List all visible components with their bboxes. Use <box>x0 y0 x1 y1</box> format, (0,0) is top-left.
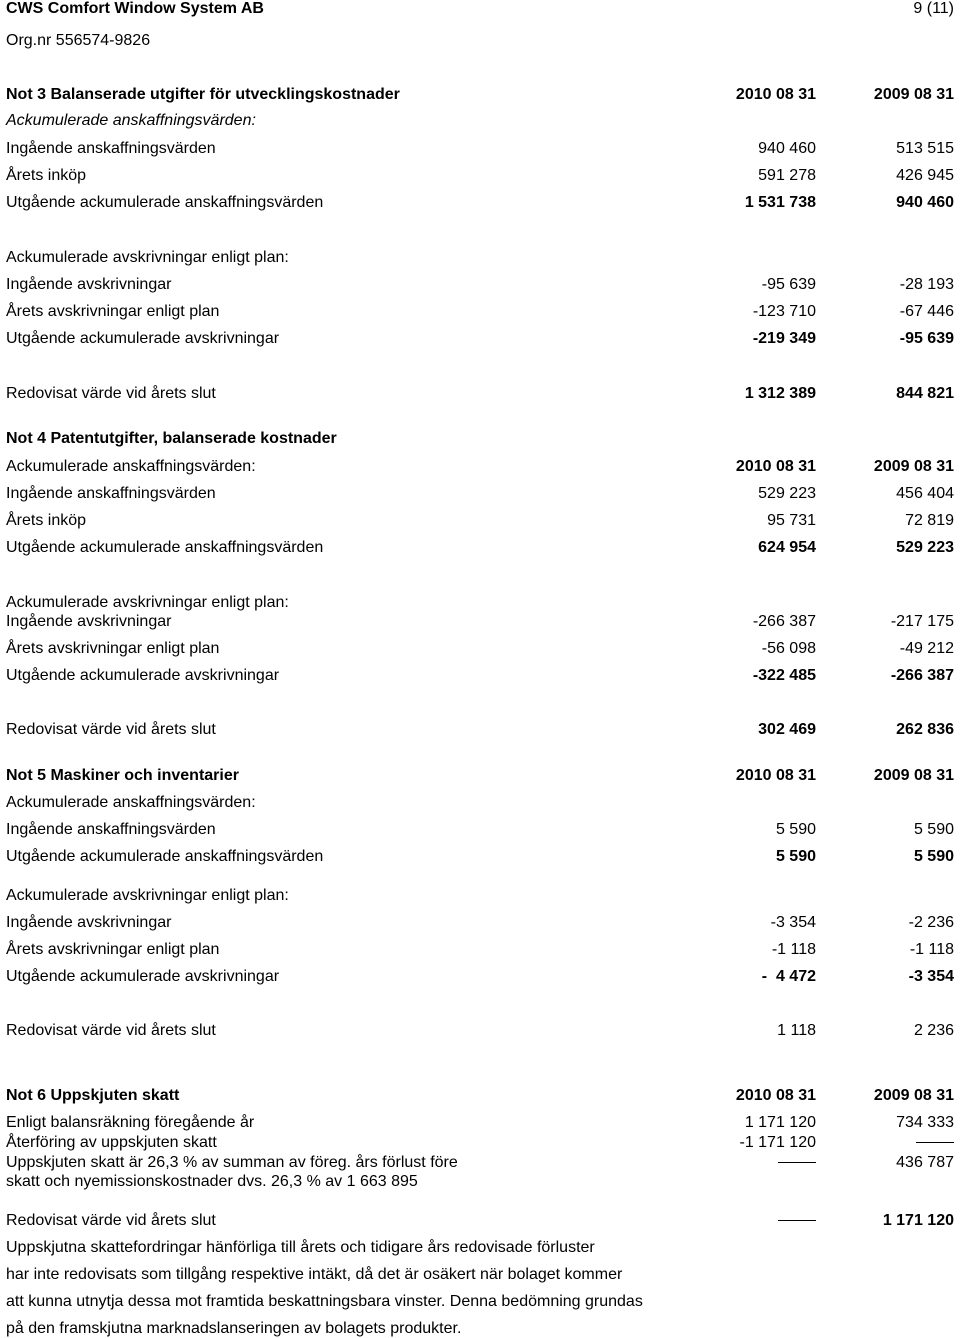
note5-row-v1: 1 118 <box>777 1022 816 1039</box>
note4-col2-header: 2009 08 31 <box>873 458 954 475</box>
note3-row-v1: 591 278 <box>758 167 816 184</box>
note6-row-label: Redovisat värde vid årets slut <box>6 1212 216 1229</box>
note3-row-v2: 940 460 <box>896 194 954 211</box>
note4-row-v1: 302 469 <box>758 721 816 738</box>
note5-row-label: Årets avskrivningar enligt plan <box>6 941 220 958</box>
note3-row-v1: -219 349 <box>752 330 816 347</box>
note4-col1-header: 2010 08 31 <box>735 458 816 475</box>
note6-row-v2: 436 787 <box>896 1154 954 1171</box>
note3-row-label: Ingående anskaffningsvärden <box>6 140 216 157</box>
note6-title: Not 6 Uppskjuten skatt <box>6 1087 180 1104</box>
note3-dep-heading: Ackumulerade avskrivningar enligt plan: <box>6 249 289 266</box>
note6-row-v2: 734 333 <box>896 1114 954 1131</box>
note6-text-line: har inte redovisats som tillgång respektive intäkt, då det är osäkert när bolaget kommer <box>6 1266 623 1283</box>
note3-row-label: Redovisat värde vid årets slut <box>6 385 216 402</box>
note4-row-v2: 529 223 <box>896 539 954 556</box>
note6-col1-header: 2010 08 31 <box>735 1087 816 1104</box>
note5-row-v1: 5 590 <box>775 821 816 838</box>
note4-row-label: Ingående anskaffningsvärden <box>6 485 216 502</box>
note3-row-v1: 940 460 <box>758 140 816 157</box>
note3-row-v1: -95 639 <box>761 276 816 293</box>
note5-row-v2: 5 590 <box>913 848 954 865</box>
note5-row-label: Utgående ackumulerade avskrivningar <box>6 968 280 985</box>
note5-row-label: Ingående avskrivningar <box>6 914 172 931</box>
note3-acq-heading: Ackumulerade anskaffningsvärden: <box>6 112 256 129</box>
note6-row-label: Uppskjuten skatt är 26,3 % av summan av föreg. års förlust före <box>6 1154 458 1171</box>
note5-acq-heading: Ackumulerade anskaffningsvärden: <box>6 794 256 811</box>
note5-row-label: Utgående ackumulerade anskaffningsvärden <box>6 848 324 865</box>
note3-col2-header: 2009 08 31 <box>873 86 954 103</box>
org-number: Org.nr 556574-9826 <box>6 32 151 49</box>
note3-row-v2: 513 515 <box>896 140 954 157</box>
dash-mark <box>916 1134 954 1152</box>
note6-row-label: Enligt balansräkning föregående år <box>6 1114 255 1131</box>
note6-col2-header: 2009 08 31 <box>873 1087 954 1104</box>
note4-row-label: Redovisat värde vid årets slut <box>6 721 216 738</box>
note6-row-v1: 1 171 120 <box>744 1114 816 1131</box>
dash-mark <box>778 1154 816 1172</box>
note5-row-v2: -3 354 <box>908 968 954 985</box>
note6-row-v2: 1 171 120 <box>882 1212 954 1229</box>
note5-row-v1: - 4 472 <box>761 968 816 985</box>
note4-row-v1: 95 731 <box>767 512 816 529</box>
note4-row-label: Årets inköp <box>6 512 87 529</box>
note3-row-label: Utgående ackumulerade avskrivningar <box>6 330 280 347</box>
note3-title: Not 3 Balanserade utgifter för utvecklingskostnader <box>6 86 400 103</box>
note3-row-v2: -28 193 <box>899 276 954 293</box>
note3-row-label: Årets avskrivningar enligt plan <box>6 303 220 320</box>
note4-row-v2: 456 404 <box>896 485 954 502</box>
note6-text-line: att kunna utnytja dessa mot framtida beskattningsbara vinster. Denna bedömning grundas <box>6 1293 643 1310</box>
note5-title: Not 5 Maskiner och inventarier <box>6 767 239 784</box>
note5-row-v2: -1 118 <box>909 941 954 958</box>
note4-acq-heading: Ackumulerade anskaffningsvärden: <box>6 458 256 475</box>
note5-col1-header: 2010 08 31 <box>735 767 816 784</box>
note5-row-v2: 5 590 <box>913 821 954 838</box>
note3-row-label: Utgående ackumulerade anskaffningsvärden <box>6 194 324 211</box>
note3-row-v2: 426 945 <box>896 167 954 184</box>
note5-dep-heading: Ackumulerade avskrivningar enligt plan: <box>6 887 289 904</box>
note4-dep-heading: Ackumulerade avskrivningar enligt plan: <box>6 594 289 611</box>
note4-row-v1: 529 223 <box>758 485 816 502</box>
note6-row-v1: -1 171 120 <box>739 1134 816 1151</box>
note4-row-v1: -266 387 <box>752 613 816 630</box>
note6-text-line: Uppskjutna skattefordringar hänförliga till årets och tidigare års redovisade förluster <box>6 1239 595 1256</box>
note4-row-v2: -49 212 <box>899 640 954 657</box>
note5-row-v1: -1 118 <box>771 941 816 958</box>
note4-row-label: Utgående ackumulerade avskrivningar <box>6 667 280 684</box>
note4-row-label: Utgående ackumulerade anskaffningsvärden <box>6 539 324 556</box>
note6-text-line: på den framskjutna marknadslanseringen av bolagets produkter. <box>6 1320 462 1337</box>
page-number: 9 (11) <box>913 0 954 17</box>
note5-col2-header: 2009 08 31 <box>873 767 954 784</box>
dash-mark <box>778 1212 816 1230</box>
note3-row-v1: 1 312 389 <box>744 385 816 402</box>
note3-col1-header: 2010 08 31 <box>735 86 816 103</box>
note5-row-label: Redovisat värde vid årets slut <box>6 1022 216 1039</box>
note4-row-v2: -217 175 <box>890 613 954 630</box>
note3-row-v1: 1 531 738 <box>744 194 816 211</box>
note5-row-v1: -3 354 <box>770 914 816 931</box>
note4-row-label: Årets avskrivningar enligt plan <box>6 640 220 657</box>
note4-title: Not 4 Patentutgifter, balanserade kostnader <box>6 430 337 447</box>
note5-row-v2: -2 236 <box>908 914 954 931</box>
note6-row-label: Återföring av uppskjuten skatt <box>6 1134 217 1151</box>
note4-row-v2: -266 387 <box>890 667 954 684</box>
note4-row-label: Ingående avskrivningar <box>6 613 172 630</box>
note3-row-label: Ingående avskrivningar <box>6 276 172 293</box>
note4-row-v1: -56 098 <box>761 640 816 657</box>
note5-row-v1: 5 590 <box>775 848 816 865</box>
note6-row-label: skatt och nyemissionskostnader dvs. 26,3 % av 1 663 895 <box>6 1173 418 1190</box>
note3-row-v2: 844 821 <box>896 385 954 402</box>
note3-row-label: Årets inköp <box>6 167 87 184</box>
company-name: CWS Comfort Window System AB <box>6 0 264 17</box>
note3-row-v2: -95 639 <box>899 330 954 347</box>
note4-row-v1: 624 954 <box>758 539 816 556</box>
note5-row-label: Ingående anskaffningsvärden <box>6 821 216 838</box>
note4-row-v1: -322 485 <box>752 667 816 684</box>
note4-row-v2: 72 819 <box>905 512 954 529</box>
note4-row-v2: 262 836 <box>896 721 954 738</box>
note3-row-v1: -123 710 <box>752 303 816 320</box>
note3-row-v2: -67 446 <box>899 303 954 320</box>
note5-row-v2: 2 236 <box>913 1022 954 1039</box>
